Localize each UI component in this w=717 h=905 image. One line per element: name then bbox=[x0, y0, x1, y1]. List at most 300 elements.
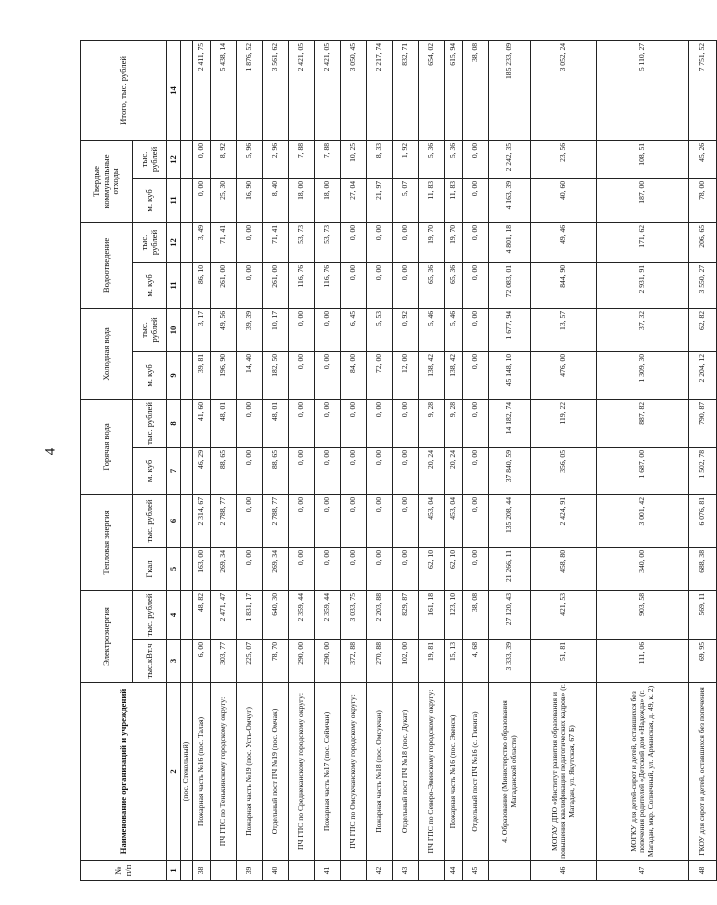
header-group-hot-water: Горячая вода bbox=[81, 399, 133, 494]
value-cell: 13, 57 bbox=[531, 308, 597, 351]
value-cell: 14, 40 bbox=[237, 351, 263, 399]
value-cell: 18, 00 bbox=[289, 178, 315, 222]
organization-name: Пожарная часть №16 (пос. Эвенск) bbox=[445, 683, 463, 861]
header-group-solid-waste: Твердые коммунальные отходы bbox=[81, 140, 133, 222]
value-cell: 0, 00 bbox=[463, 399, 489, 447]
value-cell: 0, 00 bbox=[237, 399, 263, 447]
organization-name: МОГКУ для детей-сирот и детей, оставшихся без попечения родителей «Детский дом «Надежда» (г. Магадан, мкр. Солнечный, ул. Арманская, д. 49, к. 2) bbox=[597, 683, 689, 861]
value-cell: 2 359, 44 bbox=[315, 590, 341, 639]
value-cell: 2 424, 91 bbox=[531, 494, 597, 547]
column-number: 12 bbox=[167, 140, 181, 178]
value-cell: 7, 88 bbox=[289, 140, 315, 178]
value-cell: 163, 00 bbox=[193, 547, 211, 590]
value-cell: 0, 00 bbox=[367, 494, 393, 547]
value-cell: 171, 62 bbox=[597, 222, 689, 262]
value-cell: 0, 00 bbox=[393, 262, 419, 308]
value-cell: 6, 00 bbox=[193, 640, 211, 683]
value-cell: 102, 00 bbox=[393, 640, 419, 683]
value-cell: 40, 60 bbox=[531, 178, 597, 222]
value-cell: 476, 00 bbox=[531, 351, 597, 399]
value-cell: 23, 56 bbox=[531, 140, 597, 178]
value-cell: 453, 04 bbox=[419, 494, 445, 547]
value-cell: 49, 56 bbox=[211, 308, 237, 351]
value-cell: 5, 96 bbox=[237, 140, 263, 178]
value-cell: 78, 00 bbox=[689, 178, 717, 222]
subheader: м. куб bbox=[133, 447, 167, 494]
value-cell: 1 687, 00 bbox=[597, 447, 689, 494]
value-cell: 3 033, 75 bbox=[341, 590, 367, 639]
value-cell: 5 438, 14 bbox=[211, 40, 237, 140]
value-cell: 3, 17 bbox=[193, 308, 211, 351]
value-cell: 62, 82 bbox=[689, 308, 717, 351]
organization-name: Пожарная часть №18 (пос. Омсукчан) bbox=[367, 683, 393, 861]
value-cell: 0, 00 bbox=[463, 494, 489, 547]
value-cell: 1 677, 94 bbox=[489, 308, 531, 351]
value-cell: 20, 24 bbox=[419, 447, 445, 494]
value-cell: 49, 46 bbox=[531, 222, 597, 262]
value-cell: 829, 87 bbox=[393, 590, 419, 639]
value-cell: 51, 81 bbox=[531, 640, 597, 683]
value-cell: 8, 40 bbox=[263, 178, 289, 222]
value-cell: 0, 00 bbox=[393, 494, 419, 547]
value-cell: 71, 41 bbox=[263, 222, 289, 262]
organization-name: ГКОУ для сирот и детей, оставшихся без попечения bbox=[689, 683, 717, 861]
value-cell bbox=[181, 178, 193, 222]
value-cell: 615, 94 bbox=[445, 40, 463, 140]
value-cell: 688, 38 bbox=[689, 547, 717, 590]
value-cell: 19, 70 bbox=[419, 222, 445, 262]
value-cell: 0, 00 bbox=[341, 399, 367, 447]
header-group-heat: Тепловая энергия bbox=[81, 494, 133, 590]
value-cell: 2 242, 35 bbox=[489, 140, 531, 178]
value-cell: 3 052, 24 bbox=[531, 40, 597, 140]
value-cell: 38, 08 bbox=[463, 40, 489, 140]
column-number: 2 bbox=[167, 683, 181, 861]
subheader: м. куб bbox=[133, 262, 167, 308]
value-cell: 38, 08 bbox=[463, 590, 489, 639]
value-cell: 3 050, 45 bbox=[341, 40, 367, 140]
row-number: 42 bbox=[367, 861, 393, 881]
value-cell: 21 266, 11 bbox=[489, 547, 531, 590]
column-number: 11 bbox=[167, 178, 181, 222]
value-cell: 0, 00 bbox=[463, 547, 489, 590]
column-number: 14 bbox=[167, 40, 181, 140]
table-row bbox=[289, 40, 315, 880]
value-cell: 2 359, 44 bbox=[289, 590, 315, 639]
value-cell: 86, 10 bbox=[193, 262, 211, 308]
value-cell: 18, 00 bbox=[315, 178, 341, 222]
organization-name: ПЧ ГПС по Северо-Эвенскому городскому округу: bbox=[419, 683, 445, 861]
value-cell: 11, 83 bbox=[419, 178, 445, 222]
rotated-table-wrapper bbox=[80, 41, 707, 881]
subheader: м. куб bbox=[133, 351, 167, 399]
value-cell: 0, 00 bbox=[393, 447, 419, 494]
value-cell: 269, 34 bbox=[263, 547, 289, 590]
value-cell: 654, 02 bbox=[419, 40, 445, 140]
header-group-electricity: Электроэнергия bbox=[81, 590, 133, 682]
value-cell: 0, 00 bbox=[237, 222, 263, 262]
column-number: 8 bbox=[167, 399, 181, 447]
row-number: 40 bbox=[263, 861, 289, 881]
value-cell: 0, 00 bbox=[315, 308, 341, 351]
value-cell bbox=[181, 494, 193, 547]
column-number: 10 bbox=[167, 308, 181, 351]
value-cell: 2 788, 77 bbox=[211, 494, 237, 547]
table-row bbox=[315, 40, 341, 880]
value-cell: 111, 06 bbox=[597, 640, 689, 683]
row-number bbox=[419, 861, 445, 881]
value-cell: 116, 76 bbox=[289, 262, 315, 308]
value-cell: 0, 00 bbox=[289, 494, 315, 547]
row-number bbox=[181, 861, 193, 881]
value-cell: 9, 28 bbox=[445, 399, 463, 447]
value-cell: 37 840, 59 bbox=[489, 447, 531, 494]
value-cell: 45, 26 bbox=[689, 140, 717, 178]
table-row bbox=[445, 40, 463, 880]
value-cell: 62, 10 bbox=[419, 547, 445, 590]
value-cell: 458, 80 bbox=[531, 547, 597, 590]
row-number bbox=[289, 861, 315, 881]
value-cell: 0, 00 bbox=[341, 547, 367, 590]
value-cell: 5, 36 bbox=[419, 140, 445, 178]
value-cell: 78, 70 bbox=[263, 640, 289, 683]
value-cell: 7 751, 52 bbox=[689, 40, 717, 140]
value-cell: 0, 00 bbox=[463, 262, 489, 308]
column-number: 3 bbox=[167, 640, 181, 683]
value-cell: 0, 00 bbox=[463, 308, 489, 351]
value-cell: 261, 00 bbox=[263, 262, 289, 308]
value-cell: 0, 00 bbox=[341, 222, 367, 262]
value-cell: 0, 00 bbox=[463, 140, 489, 178]
row-number: 46 bbox=[531, 861, 597, 881]
value-cell: 1, 92 bbox=[393, 140, 419, 178]
value-cell: 0, 00 bbox=[315, 547, 341, 590]
value-cell bbox=[181, 447, 193, 494]
organization-name: Пожарная часть №16 (пос. Талая) bbox=[193, 683, 211, 861]
value-cell: 138, 42 bbox=[419, 351, 445, 399]
value-cell: 303, 77 bbox=[211, 640, 237, 683]
table-row bbox=[263, 40, 289, 880]
value-cell: 2 788, 77 bbox=[263, 494, 289, 547]
organization-name: МОГАУ ДПО «Институт развития образования и повышения квалификации педагогических кадров» (г. Магадан, ул. Якутская, 67 Б) bbox=[531, 683, 597, 861]
table-row bbox=[689, 40, 717, 880]
table-row bbox=[211, 40, 237, 880]
value-cell bbox=[181, 222, 193, 262]
value-cell: 5, 46 bbox=[419, 308, 445, 351]
header-total: Итого, тыс. рублей bbox=[81, 40, 167, 140]
organization-name: ПЧ ГПС по Омсукчанскому городскому округу: bbox=[341, 683, 367, 861]
value-cell: 790, 87 bbox=[689, 399, 717, 447]
value-cell: 356, 05 bbox=[531, 447, 597, 494]
table-row bbox=[341, 40, 367, 880]
value-cell: 16, 90 bbox=[237, 178, 263, 222]
value-cell: 0, 00 bbox=[289, 399, 315, 447]
value-cell: 2 203, 88 bbox=[367, 590, 393, 639]
value-cell: 6, 45 bbox=[341, 308, 367, 351]
value-cell: 0, 00 bbox=[367, 262, 393, 308]
value-cell: 2 217, 74 bbox=[367, 40, 393, 140]
value-cell: 3 561, 62 bbox=[263, 40, 289, 140]
value-cell: 123, 10 bbox=[445, 590, 463, 639]
organization-name: Отдельный пост ПЧ №19 (пос. Омчак) bbox=[263, 683, 289, 861]
value-cell: 37, 32 bbox=[597, 308, 689, 351]
header-num: № п/п bbox=[81, 861, 167, 881]
value-cell: 2 411, 75 bbox=[193, 40, 211, 140]
value-cell: 4 801, 18 bbox=[489, 222, 531, 262]
value-cell: 5 110, 27 bbox=[597, 40, 689, 140]
table-row bbox=[393, 40, 419, 880]
value-cell: 0, 92 bbox=[393, 308, 419, 351]
value-cell: 15, 13 bbox=[445, 640, 463, 683]
value-cell: 11, 83 bbox=[445, 178, 463, 222]
value-cell: 41, 60 bbox=[193, 399, 211, 447]
table-body bbox=[181, 40, 717, 880]
value-cell: 71, 41 bbox=[211, 222, 237, 262]
value-cell: 844, 90 bbox=[531, 262, 597, 308]
value-cell: 270, 88 bbox=[367, 640, 393, 683]
value-cell: 88, 65 bbox=[263, 447, 289, 494]
value-cell: 72, 00 bbox=[367, 351, 393, 399]
value-cell: 0, 00 bbox=[341, 494, 367, 547]
value-cell: 0, 00 bbox=[237, 547, 263, 590]
row-number: 48 bbox=[689, 861, 717, 881]
column-number: 1 bbox=[167, 861, 181, 881]
column-number: 5 bbox=[167, 547, 181, 590]
subheader: тыс. рублей bbox=[133, 140, 167, 178]
value-cell: 69, 95 bbox=[689, 640, 717, 683]
subheader: тыс. рублей bbox=[133, 222, 167, 262]
value-cell: 9, 28 bbox=[419, 399, 445, 447]
value-cell: 261, 00 bbox=[211, 262, 237, 308]
value-cell: 20, 24 bbox=[445, 447, 463, 494]
table-row bbox=[193, 40, 211, 880]
organization-name: ПЧ ГПС по Среднеканскому городскому округу: bbox=[289, 683, 315, 861]
value-cell: 135 208, 44 bbox=[489, 494, 531, 547]
value-cell: 0, 00 bbox=[463, 351, 489, 399]
table-row bbox=[597, 40, 689, 880]
row-number: 41 bbox=[315, 861, 341, 881]
value-cell: 65, 36 bbox=[419, 262, 445, 308]
value-cell: 1 876, 52 bbox=[237, 40, 263, 140]
value-cell: 0, 00 bbox=[315, 447, 341, 494]
value-cell bbox=[181, 140, 193, 178]
value-cell: 46, 29 bbox=[193, 447, 211, 494]
value-cell: 0, 00 bbox=[367, 399, 393, 447]
table-row bbox=[237, 40, 263, 880]
value-cell: 108, 51 bbox=[597, 140, 689, 178]
row-number bbox=[489, 861, 531, 881]
column-number: 7 bbox=[167, 447, 181, 494]
value-cell: 119, 22 bbox=[531, 399, 597, 447]
value-cell: 2 421, 05 bbox=[289, 40, 315, 140]
column-number: 6 bbox=[167, 494, 181, 547]
value-cell: 21, 97 bbox=[367, 178, 393, 222]
value-cell: 0, 00 bbox=[393, 222, 419, 262]
subheader: тыс. рублей bbox=[133, 308, 167, 351]
value-cell: 569, 11 bbox=[689, 590, 717, 639]
subheader: тыс. рублей bbox=[133, 590, 167, 639]
subheader: тыс.кВт.ч bbox=[133, 640, 167, 683]
value-cell: 84, 00 bbox=[341, 351, 367, 399]
column-number: 12 bbox=[167, 222, 181, 262]
value-cell: 1 502, 78 bbox=[689, 447, 717, 494]
value-cell: 0, 00 bbox=[393, 547, 419, 590]
value-cell: 0, 00 bbox=[463, 447, 489, 494]
value-cell: 887, 82 bbox=[597, 399, 689, 447]
value-cell: 0, 00 bbox=[289, 447, 315, 494]
value-cell: 0, 00 bbox=[315, 399, 341, 447]
row-number: 44 bbox=[445, 861, 463, 881]
value-cell bbox=[181, 40, 193, 140]
value-cell: 27 120, 43 bbox=[489, 590, 531, 639]
value-cell bbox=[181, 399, 193, 447]
value-cell: 0, 00 bbox=[315, 351, 341, 399]
value-cell: 2 421, 05 bbox=[315, 40, 341, 140]
organization-name: 4. Образование (Министерство образования Магаданской области) bbox=[489, 683, 531, 861]
value-cell: 53, 73 bbox=[315, 222, 341, 262]
value-cell: 10, 17 bbox=[263, 308, 289, 351]
utilities-table bbox=[80, 40, 717, 881]
organization-name: ПЧ ГПС по Тенькинскому городскому округу: bbox=[211, 683, 237, 861]
value-cell: 182, 50 bbox=[263, 351, 289, 399]
value-cell: 2, 96 bbox=[263, 140, 289, 178]
value-cell: 72 083, 01 bbox=[489, 262, 531, 308]
column-number: 4 bbox=[167, 590, 181, 639]
row-number: 39 bbox=[237, 861, 263, 881]
value-cell: 2 204, 12 bbox=[689, 351, 717, 399]
value-cell: 0, 00 bbox=[237, 494, 263, 547]
value-cell: 187, 00 bbox=[597, 178, 689, 222]
organization-name: Отдельный пост ПЧ №18 (пос. Дукат) bbox=[393, 683, 419, 861]
value-cell: 48, 01 bbox=[263, 399, 289, 447]
value-cell: 0, 00 bbox=[237, 262, 263, 308]
value-cell: 5, 53 bbox=[367, 308, 393, 351]
value-cell: 5, 07 bbox=[393, 178, 419, 222]
value-cell: 19, 81 bbox=[419, 640, 445, 683]
value-cell: 290, 00 bbox=[315, 640, 341, 683]
row-number: 45 bbox=[463, 861, 489, 881]
value-cell: 0, 00 bbox=[289, 308, 315, 351]
row-number: 43 bbox=[393, 861, 419, 881]
value-cell: 6 076, 81 bbox=[689, 494, 717, 547]
page-number: 4 bbox=[42, 447, 59, 456]
header-group-cold-water: Холодная вода bbox=[81, 308, 133, 399]
organization-name: Пожарная часть №17 (пос. Сеймчан) bbox=[315, 683, 341, 861]
value-cell: 53, 73 bbox=[289, 222, 315, 262]
value-cell: 0, 00 bbox=[463, 222, 489, 262]
value-cell: 0, 00 bbox=[341, 262, 367, 308]
table-row bbox=[367, 40, 393, 880]
value-cell: 7, 88 bbox=[315, 140, 341, 178]
value-cell: 45 148, 10 bbox=[489, 351, 531, 399]
row-number bbox=[211, 861, 237, 881]
value-cell: 0, 00 bbox=[393, 399, 419, 447]
value-cell: 19, 70 bbox=[445, 222, 463, 262]
value-cell: 48, 82 bbox=[193, 590, 211, 639]
value-cell: 640, 30 bbox=[263, 590, 289, 639]
value-cell: 62, 10 bbox=[445, 547, 463, 590]
value-cell: 48, 01 bbox=[211, 399, 237, 447]
organization-name: (пос. Стекольный) bbox=[181, 683, 193, 861]
value-cell: 0, 00 bbox=[193, 140, 211, 178]
value-cell: 4 163, 39 bbox=[489, 178, 531, 222]
value-cell: 8, 92 bbox=[211, 140, 237, 178]
value-cell: 0, 00 bbox=[289, 351, 315, 399]
value-cell: 421, 53 bbox=[531, 590, 597, 639]
value-cell: 0, 00 bbox=[367, 447, 393, 494]
value-cell: 0, 00 bbox=[315, 494, 341, 547]
value-cell bbox=[181, 547, 193, 590]
subheader: тыс. рублей bbox=[133, 494, 167, 547]
value-cell: 88, 65 bbox=[211, 447, 237, 494]
value-cell: 3 550, 27 bbox=[689, 262, 717, 308]
subheader: м. куб bbox=[133, 178, 167, 222]
value-cell: 161, 18 bbox=[419, 590, 445, 639]
value-cell: 116, 76 bbox=[315, 262, 341, 308]
organization-name: Пожарная часть №19 (пос. Усть-Омчуг) bbox=[237, 683, 263, 861]
value-cell: 832, 71 bbox=[393, 40, 419, 140]
value-cell: 269, 34 bbox=[211, 547, 237, 590]
value-cell: 2 931, 91 bbox=[597, 262, 689, 308]
value-cell: 206, 65 bbox=[689, 222, 717, 262]
value-cell: 225, 07 bbox=[237, 640, 263, 683]
value-cell: 10, 25 bbox=[341, 140, 367, 178]
column-number: 11 bbox=[167, 262, 181, 308]
value-cell: 1 831, 17 bbox=[237, 590, 263, 639]
value-cell: 39, 81 bbox=[193, 351, 211, 399]
value-cell: 290, 00 bbox=[289, 640, 315, 683]
value-cell: 0, 00 bbox=[341, 447, 367, 494]
value-cell: 196, 90 bbox=[211, 351, 237, 399]
table-row bbox=[419, 40, 445, 880]
value-cell: 2 314, 67 bbox=[193, 494, 211, 547]
value-cell: 12, 00 bbox=[393, 351, 419, 399]
value-cell: 0, 00 bbox=[463, 178, 489, 222]
value-cell: 65, 36 bbox=[445, 262, 463, 308]
value-cell: 3 333, 39 bbox=[489, 640, 531, 683]
value-cell bbox=[181, 351, 193, 399]
value-cell: 453, 04 bbox=[445, 494, 463, 547]
row-number bbox=[341, 861, 367, 881]
value-cell: 1 309, 30 bbox=[597, 351, 689, 399]
table-row bbox=[463, 40, 489, 880]
value-cell: 903, 58 bbox=[597, 590, 689, 639]
value-cell: 39, 39 bbox=[237, 308, 263, 351]
value-cell bbox=[181, 640, 193, 683]
value-cell bbox=[181, 262, 193, 308]
table-row bbox=[531, 40, 597, 880]
row-number: 47 bbox=[597, 861, 689, 881]
header-name: Наименование организаций и учреждений bbox=[81, 683, 167, 861]
value-cell: 0, 00 bbox=[289, 547, 315, 590]
column-number: 9 bbox=[167, 351, 181, 399]
value-cell: 4, 68 bbox=[463, 640, 489, 683]
value-cell: 0, 00 bbox=[193, 178, 211, 222]
subheader: тыс. рублей bbox=[133, 399, 167, 447]
value-cell: 185 233, 09 bbox=[489, 40, 531, 140]
value-cell: 138, 42 bbox=[445, 351, 463, 399]
value-cell: 372, 88 bbox=[341, 640, 367, 683]
value-cell: 0, 00 bbox=[367, 547, 393, 590]
organization-name: Отдельный пост ПЧ №16 (с. Гижига) bbox=[463, 683, 489, 861]
value-cell: 27, 04 bbox=[341, 178, 367, 222]
value-cell: 8, 33 bbox=[367, 140, 393, 178]
value-cell: 0, 00 bbox=[367, 222, 393, 262]
value-cell bbox=[181, 308, 193, 351]
subheader: Гкал bbox=[133, 547, 167, 590]
value-cell bbox=[181, 590, 193, 639]
header-group-sewerage: Водоотведение bbox=[81, 222, 133, 308]
